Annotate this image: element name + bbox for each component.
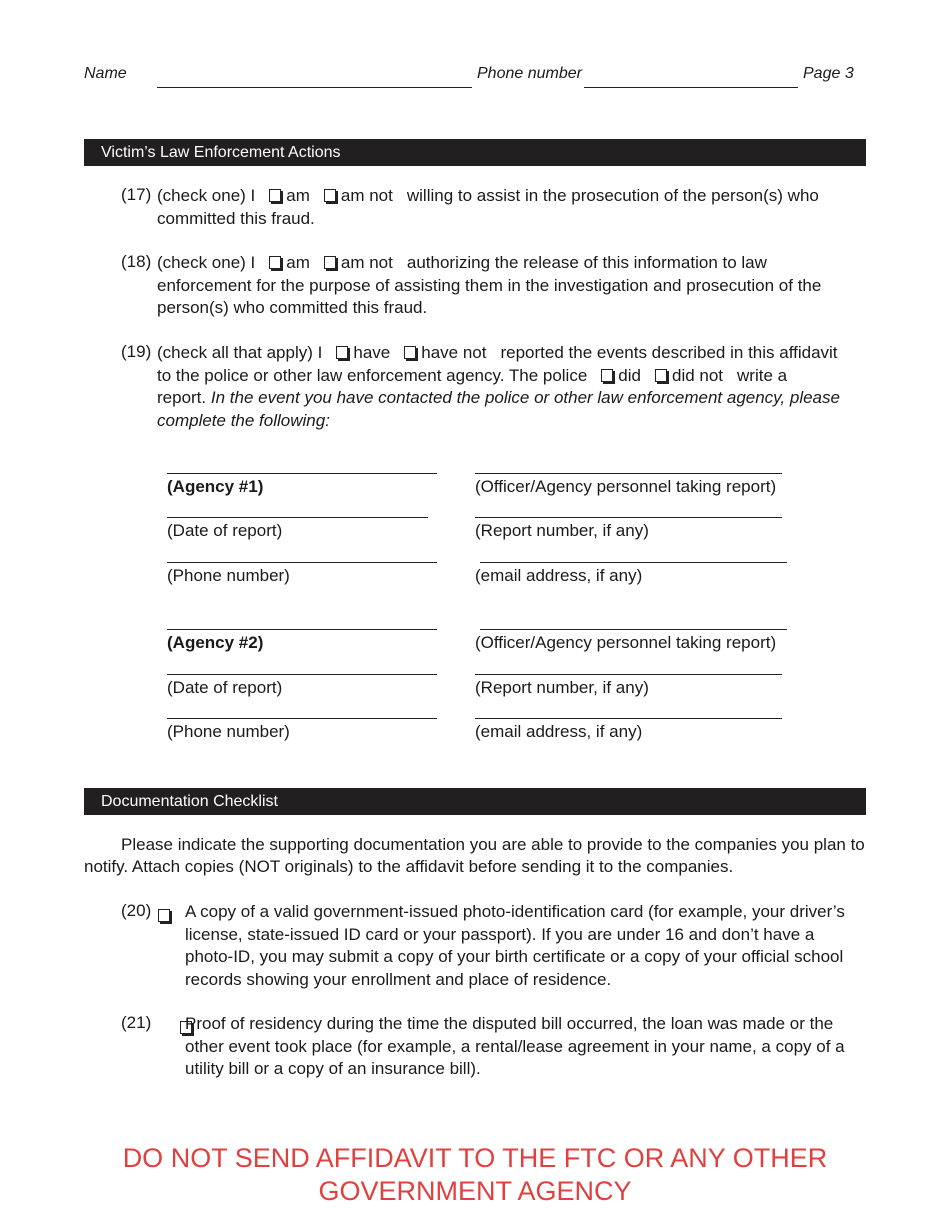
- q19-number: (19): [121, 342, 152, 361]
- agency1-date-label: (Date of report): [167, 521, 283, 540]
- agency2-date-label: (Date of report): [167, 678, 283, 697]
- agency1-report-label: (Report number, if any): [475, 521, 649, 540]
- phone-field[interactable]: [584, 87, 798, 88]
- q20-checkbox-icon[interactable]: [158, 909, 170, 922]
- agency1-officer-field[interactable]: [475, 473, 782, 474]
- agency2-phone-field[interactable]: [167, 718, 437, 719]
- q17-text: (check one) I am am not willing to assist in the prosecution of the person(s) who committed this fraud.: [157, 186, 819, 228]
- warning-line1: DO NOT SEND AFFIDAVIT TO THE FTC OR ANY OTHER: [122, 1143, 828, 1173]
- checkbox-icon[interactable]: [269, 256, 281, 269]
- agency1-phone-label: (Phone number): [167, 566, 290, 585]
- q19-have-not-option[interactable]: have not: [404, 343, 486, 362]
- q18-am-not-option[interactable]: am not: [324, 253, 393, 272]
- checkbox-icon[interactable]: [324, 189, 336, 202]
- q21-number: (21): [121, 1013, 152, 1032]
- phone-label: Phone number: [477, 65, 582, 82]
- checkbox-icon[interactable]: [404, 346, 416, 359]
- checkbox-icon[interactable]: [269, 189, 281, 202]
- page-number: Page 3: [803, 65, 854, 82]
- checkbox-icon[interactable]: [655, 369, 667, 382]
- name-label: Name: [84, 65, 127, 82]
- q20-text: A copy of a valid government-issued photo-identification card (for example, your driver’s license, state-issued ID card or your passport). If you are under 16 and don’t have a photo-ID, you may submit a copy of your birth certificate or a copy of your official school records showing your enrollment and place of residence.: [185, 902, 845, 989]
- agency1-report-field[interactable]: [475, 517, 782, 518]
- agency2-email-label: (email address, if any): [475, 722, 643, 741]
- agency1-email-label: (email address, if any): [475, 566, 643, 585]
- name-field[interactable]: [157, 87, 472, 88]
- q19-did-not-option[interactable]: did not: [655, 366, 723, 385]
- checkbox-icon[interactable]: [336, 346, 348, 359]
- agency2-field[interactable]: [167, 629, 437, 630]
- q18-number: (18): [121, 252, 152, 271]
- q17-am-option[interactable]: am: [269, 186, 310, 205]
- checklist-intro-line2: notify. Attach copies (NOT originals) to the affidavit before sending it to the companies.: [84, 857, 734, 876]
- agency1-email-field[interactable]: [480, 562, 787, 563]
- agency2-officer-field[interactable]: [480, 629, 787, 630]
- agency1-phone-field[interactable]: [167, 562, 437, 563]
- checkbox-icon[interactable]: [324, 256, 336, 269]
- agency2-label: (Agency #2): [167, 633, 264, 652]
- checklist-intro-line1: Please indicate the supporting documentation you are able to provide to the companies you plan to: [121, 835, 865, 854]
- q19-have-option[interactable]: have: [336, 343, 390, 362]
- section-victim-law-enforcement: Victim’s Law Enforcement Actions: [84, 139, 866, 166]
- agency1-officer-label: (Officer/Agency personnel taking report): [475, 477, 777, 496]
- warning-line2: GOVERNMENT AGENCY: [318, 1176, 632, 1206]
- q19-text: (check all that apply) I have have not reported the events described in this affidavit to the police or other law enforcement agency. The police did did not write a report. In the event you have contacted the police or other law enforcement agency, please complete the following:: [157, 343, 840, 430]
- q19-did-option[interactable]: did: [601, 366, 641, 385]
- agency1-label: (Agency #1): [167, 477, 264, 496]
- q18-am-option[interactable]: am: [269, 253, 310, 272]
- section-documentation-checklist: Documentation Checklist: [84, 788, 866, 815]
- agency2-phone-label: (Phone number): [167, 722, 290, 741]
- agency2-date-field[interactable]: [167, 674, 437, 675]
- agency1-date-field[interactable]: [167, 517, 428, 518]
- agency1-field[interactable]: [167, 473, 437, 474]
- agency2-email-field[interactable]: [475, 718, 782, 719]
- q17-am-not-option[interactable]: am not: [324, 186, 393, 205]
- q17-number: (17): [121, 185, 152, 204]
- agency2-officer-label: (Officer/Agency personnel taking report): [475, 633, 777, 652]
- checkbox-icon[interactable]: [601, 369, 613, 382]
- q21-text: Proof of residency during the time the disputed bill occurred, the loan was made or the other event took place (for example, a rental/lease agreement in your name, a copy of a utility bill or a copy of an insurance bill).: [185, 1014, 845, 1078]
- q18-text: (check one) I am am not authorizing the release of this information to law enforcement for the purpose of assisting them in the investigation and prosecution of the person(s) who committed this fraud.: [157, 253, 822, 317]
- q20-number: (20): [121, 901, 152, 920]
- agency2-report-label: (Report number, if any): [475, 678, 649, 697]
- agency2-report-field[interactable]: [475, 674, 782, 675]
